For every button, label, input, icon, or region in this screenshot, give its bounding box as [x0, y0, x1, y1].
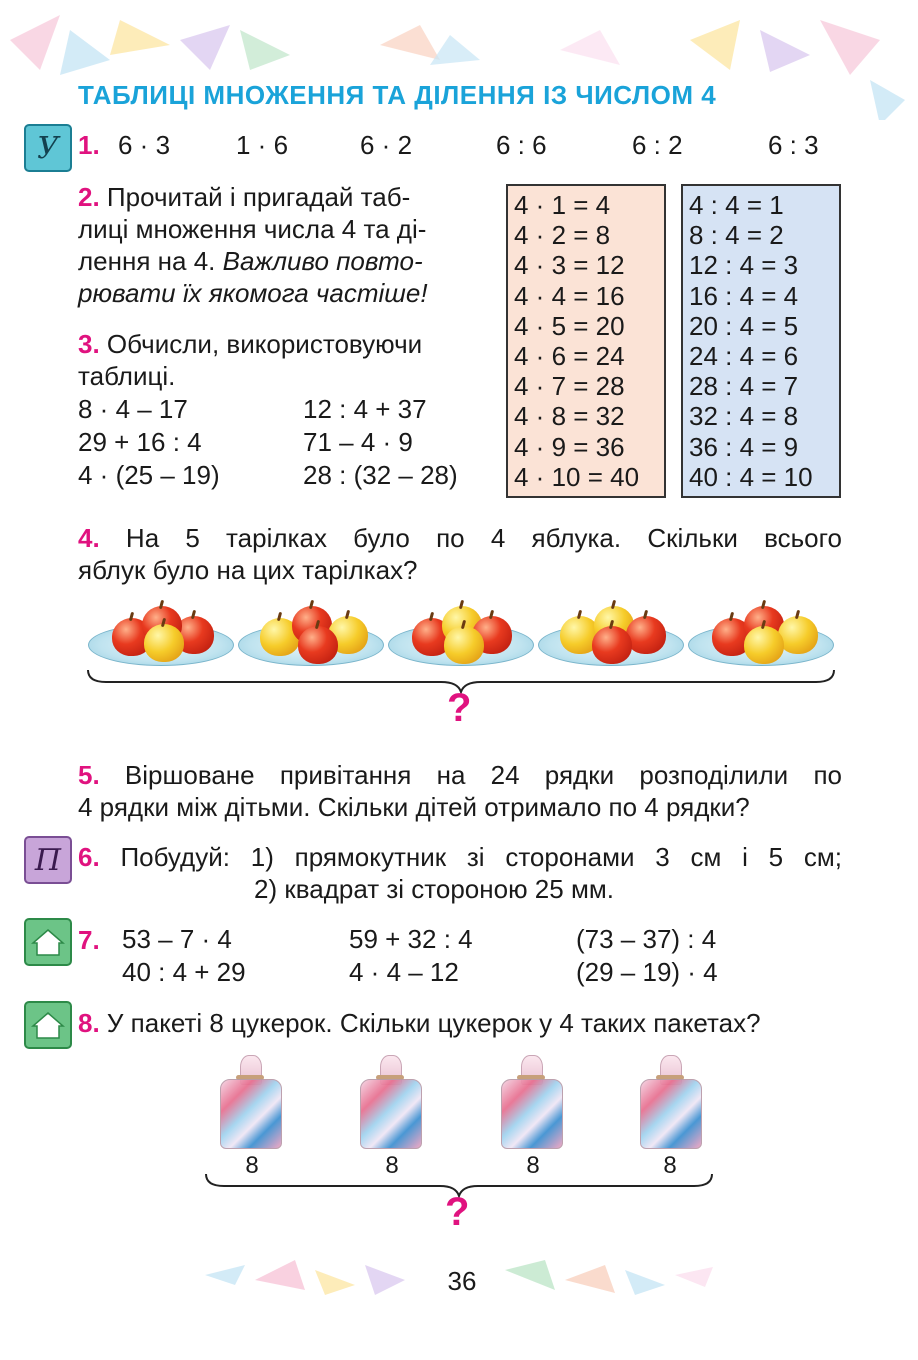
plate-with-apples [238, 600, 382, 672]
apple-icon [144, 624, 184, 662]
task-text: Віршоване привітання на 24 рядки розподілили по [124, 760, 842, 790]
emphasis-text: рювати їх якомога частіше! [78, 278, 428, 308]
table-row: 4 · 2 = 8 [514, 220, 611, 251]
table-row: 32 : 4 = 8 [689, 401, 799, 432]
apple-icon [444, 626, 484, 664]
expression: 6 · 2 [360, 130, 413, 160]
task-text: У пакеті 8 цукерок. Скільки цукерок у 4 таких пакетах? [106, 1008, 761, 1038]
plate-with-apples [538, 600, 682, 672]
task-text: Побудуй: 1) прямокутник зі сторонами 3 см і 5 см; [120, 842, 842, 872]
table-row: 4 · 5 = 20 [514, 310, 625, 341]
table-row: 40 : 4 = 10 [689, 461, 813, 492]
apple-icon [592, 626, 632, 664]
table-row: 4 : 4 = 1 [689, 190, 784, 220]
candy-bag-icon [220, 1055, 280, 1147]
candy-bag-icon [501, 1055, 561, 1147]
task-number: 7. [78, 925, 100, 955]
task-number: 6. [78, 842, 100, 872]
task-text: лення на 4. [78, 246, 216, 276]
table-row: 4 · 8 = 32 [514, 401, 625, 432]
task-7-expressions [122, 924, 842, 994]
homework-badge [24, 918, 72, 966]
table-row: 4 · 3 = 12 [514, 250, 625, 281]
task-number: 4. [78, 523, 100, 553]
task-2 [78, 181, 486, 309]
expression: 6 : 2 [632, 130, 683, 160]
task-text: таблиці. [78, 361, 176, 391]
expression: 6 · 3 [118, 130, 171, 160]
oral-exercise-badge: У [24, 124, 72, 172]
table-row: 8 : 4 = 2 [689, 220, 784, 251]
task-text: лиці множення числа 4 та ді- [78, 214, 427, 244]
expression: (29 – 19) · 4 [576, 957, 718, 987]
task-text: Обчисли, використовуючи [106, 329, 423, 359]
expression: 71 – 4 · 9 [303, 427, 413, 457]
expression: 1 · 6 [236, 130, 289, 160]
page-title: ТАБЛИЦІ МНОЖЕННЯ ТА ДІЛЕННЯ ІЗ ЧИСЛОМ 4 [78, 80, 717, 110]
task-8 [78, 1007, 848, 1039]
expression: (73 – 37) : 4 [576, 924, 717, 954]
table-row: 4 · 1 = 4 [514, 190, 611, 220]
task-number: 1. [78, 130, 100, 160]
task-1 [78, 129, 848, 161]
task-text: 2) квадрат зі стороною 25 мм. [254, 874, 614, 904]
homework-badge [24, 1001, 72, 1049]
task-text: Прочитай і пригадай таб- [106, 182, 411, 212]
task-number: 8. [78, 1008, 100, 1038]
expression: 12 : 4 + 37 [303, 394, 427, 424]
question-mark: ? [445, 1190, 470, 1234]
plate-with-apples [688, 600, 832, 672]
task-number-7 [78, 924, 100, 956]
question-mark: ? [447, 686, 472, 730]
multiplication-table [506, 184, 666, 498]
expression: 4 · 4 – 12 [349, 957, 459, 987]
expression: 59 + 32 : 4 [349, 924, 473, 954]
house-icon [31, 1010, 65, 1040]
table-row: 12 : 4 = 3 [689, 250, 799, 281]
table-row: 4 · 6 = 24 [514, 341, 625, 372]
table-row: 4 · 7 = 28 [514, 371, 625, 402]
candy-bag-icon [360, 1055, 420, 1147]
task-number: 5. [78, 760, 100, 790]
task-3 [78, 328, 486, 392]
plate-with-apples [388, 600, 532, 672]
bag-label: 8 [385, 1152, 399, 1179]
expression: 28 : (32 – 28) [303, 460, 458, 490]
expression: 53 – 7 · 4 [122, 924, 232, 954]
table-row: 4 · 9 = 36 [514, 431, 625, 462]
table-row: 16 : 4 = 4 [689, 280, 799, 311]
task-text: 4 рядки між дітьми. Скільки дітей отримало по 4 рядки? [78, 792, 750, 822]
task-6 [78, 841, 842, 905]
table-row: 24 : 4 = 6 [689, 341, 799, 372]
expression: 4 · (25 – 19) [78, 460, 220, 490]
expression: 29 + 16 : 4 [78, 427, 202, 457]
expression: 40 : 4 + 29 [122, 957, 246, 987]
task-3-expressions [78, 394, 488, 494]
bag-label: 8 [526, 1152, 540, 1179]
task-text: На 5 тарілках було по 4 яблука. Скільки всього [125, 523, 842, 553]
apple-icon [744, 626, 784, 664]
expression: 6 : 3 [768, 130, 819, 160]
bag-label: 8 [245, 1152, 259, 1179]
table-row: 4 · 4 = 16 [514, 280, 625, 311]
task-4 [78, 522, 842, 586]
candy-bag-icon [640, 1055, 700, 1147]
table-row: 36 : 4 = 9 [689, 431, 799, 462]
page-number: 36 [447, 1266, 477, 1296]
expression: 6 : 6 [496, 130, 547, 160]
apple-icon [298, 626, 338, 664]
table-row: 20 : 4 = 5 [689, 310, 799, 341]
task-5 [78, 759, 842, 823]
emphasis-text: Важливо повто- [222, 246, 423, 276]
task-number: 2. [78, 182, 100, 212]
apple-icon [778, 616, 818, 654]
task-text: яблук було на цих тарілках? [78, 555, 418, 585]
task-badge: П [24, 836, 72, 884]
table-row: 4 · 10 = 40 [514, 461, 640, 492]
table-row: 28 : 4 = 7 [689, 371, 799, 402]
apple-icon [626, 616, 666, 654]
bag-label: 8 [663, 1152, 677, 1179]
expression: 8 · 4 – 17 [78, 394, 188, 424]
division-table [681, 184, 841, 498]
task-number: 3. [78, 329, 100, 359]
house-icon [31, 927, 65, 957]
plate-with-apples [88, 600, 232, 672]
